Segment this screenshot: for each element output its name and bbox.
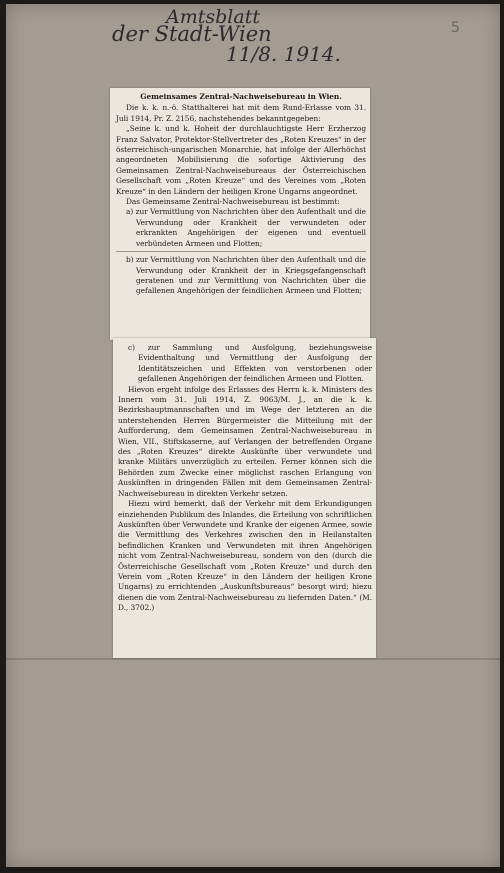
handwritten-date: 11/8. 1914. xyxy=(226,42,341,66)
handwritten-source-line2: der Stadt-Wien xyxy=(112,22,272,46)
article-paragraph-2: Hievon ergeht infolge des Erlasses des Herrn k. k. Ministers des Innern vom 31. Juli 1914, Z. 9063/M. J., an die k. k. Bezirkshauptmannschaften und im Wege der letzteren an die unterstehenden Herren Bürgermeister die Mitteilung mit der Aufforderung, dem Gemeinsamen Zentral-Nachweisebureau in Wien, VII., Stiftskaserne, auf Verlangen der betreffenden Organe des „Roten Kreuzes“ direkte Auskünfte über verwundete und kranke Militärs unverzüglich zu erteilen. Ferner können sich die Behörden zum Zwecke einer möglichst raschen Erlangung von Auskünften in dringenden Fällen mit dem Gemeinsamen Zentral-Nachweisebureau in direkten Verkehr setzen. xyxy=(118,384,372,498)
article-paragraph-3: Hiezu wird bemerkt, daß der Verkehr mit dem Erkundigungen einziehenden Publikum des Inlandes, die Erteilung von schriftlichen Auskünften über Verwundete und Kranke der eigenen Armee, sowie die Vermittlung des Verkehres zwischen den in Heilanstalten befindlichen Kranken und Verwundeten mit ihren Angehörigen nicht vom Zentral-Nachweisebureau, sondern von den (durch die Österreichische Gesellschaft vom „Roten Kreuze“ und durch den Verein vom „Roten Kreuze“ in den Ländern der heiligen Krone Ungarns) zu errichtenden „Auskunftsbureaus“ besorgt wird; hiezu dienen die vom Zentral-Nachweisebureau zu liefernden Daten.“ (M. D., 3702.) xyxy=(118,499,372,613)
article-intro: Die k. k. n.-ö. Statthalterei hat mit dem Rund-Erlasse vom 31. Juli 1914, Pr. Z. 2156, nachstehendes bekanntgegeben: xyxy=(116,103,366,123)
page-number: 5 xyxy=(451,20,460,36)
article-item-b: b) zur Vermittlung von Nachrichten über den Aufenthalt und die Verwundung oder Krankheit der in Kriegsgefangenschaft geratenen und zur Vermittlung von Nachrichten über die gefallenen Angehörigen der feindlichen Armeen und Flotten; xyxy=(126,255,366,296)
clipping-text-upper xyxy=(116,92,366,297)
rule-divider xyxy=(116,251,366,252)
article-item-c: c) zur Sammlung und Ausfolgung, beziehungsweise Evidenthaltung und Vermittlung der Ausfolgung der Identitätszeichen und Effekten von verstorbenen oder gefallenen Angehörigen der feindlichen Armeen und Flotten. xyxy=(128,343,372,384)
article-quote: „Seine k. und k. Hoheit der durchlauchtigste Herr Erzherzog Franz Salvator, Protektor-Stellvertreter des „Roten Kreuzes“ in der österreichisch-ungarischen Monarchie, hat infolge der Allerhöchst angeordneten Mobilisierung die sofortige Aktivierung des Gemeinsamen Zentral-Nachweisebureaus der Österreichischen Gesellschaft vom „Roten Kreuze“ und des Vereines vom „Roten Kreuze“ in den Ländern der heiligen Krone Ungarns angeordnet. xyxy=(116,124,366,196)
article-item-a: a) zur Vermittlung von Nachrichten über den Aufenthalt und die Verwundung oder Krankheit der verwundeten oder erkrankten Angehörigen der eigenen und eventuell verbündeten Armeen und Flotten; xyxy=(126,207,366,248)
clipping-text-lower xyxy=(118,343,372,614)
article-title: Gemeinsames Zentral-Nachweisebureau in Wien. xyxy=(140,92,342,101)
sheet-fold xyxy=(6,658,500,660)
article-purpose: Das Gemeinsame Zentral-Nachweisebureau ist bestimmt: xyxy=(126,197,340,207)
handwritten-source-line1: Amtsblatt xyxy=(166,6,260,28)
